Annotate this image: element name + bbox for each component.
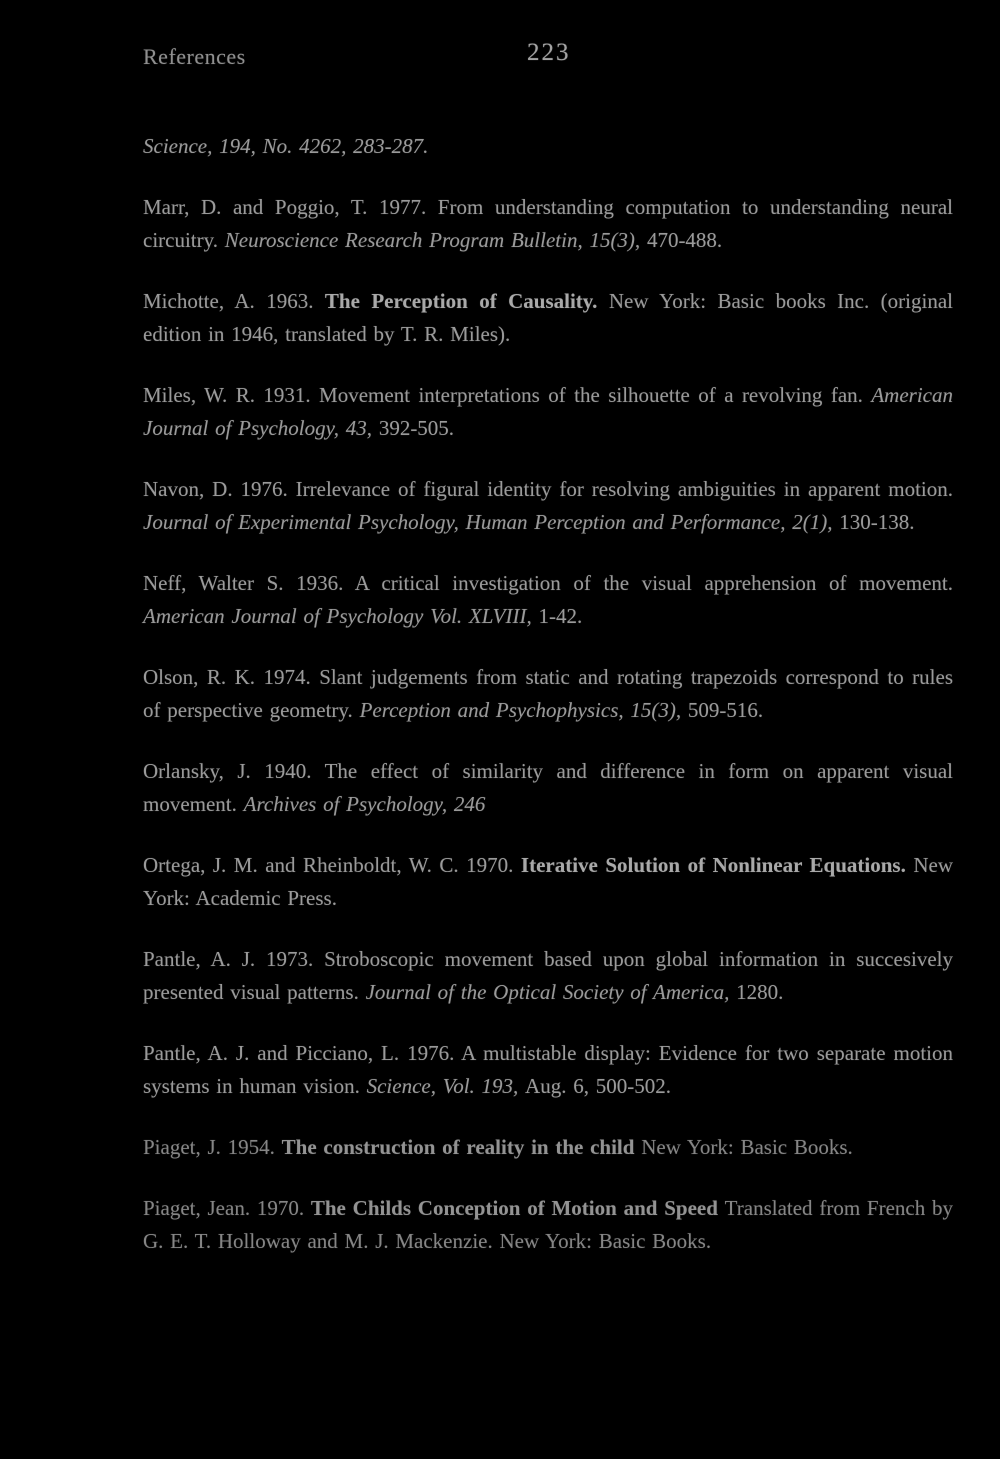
reference-segment-normal: 1280. [736,980,784,1004]
reference-segment-normal: Pantle, A. J. 1973. Stroboscopic movement based upon global information in succesively presented visual patterns. [143,947,953,1004]
reference-segment-italic: Science, 194, No. 4262, 283-287. [143,134,429,158]
reference-segment-bold: The Perception of Causality. [324,289,609,313]
reference-segment-normal: Ortega, J. M. and Rheinboldt, W. C. 1970. [143,853,521,877]
reference-segment-normal: New York: Basic books Inc. (original edition in 1946, translated by T. R. Miles). [143,289,953,346]
reference-segment-bold: The Childs Conception of Motion and Speed [310,1196,725,1220]
reference-entry [143,130,953,163]
references-list [143,130,953,1286]
reference-entry [143,849,953,915]
reference-segment-normal: Aug. 6, 500-502. [525,1074,671,1098]
reference-segment-normal: 509-516. [687,698,764,722]
reference-segment-normal: Orlansky, J. 1940. The effect of similarity and difference in form on apparent visual movement. [143,759,953,816]
reference-segment-normal: Pantle, A. J. and Picciano, L. 1976. A multistable display: Evidence for two separate motion systems in human vision. [143,1041,953,1098]
reference-entry [143,285,953,351]
reference-segment-italic: Archives of Psychology, 246 [243,792,486,816]
reference-segment-italic: Journal of the Optical Society of America, [365,980,737,1004]
reference-segment-normal: Olson, R. K. 1974. Slant judgements from static and rotating trapezoids correspond to rules of perspective geometry. [143,665,953,722]
page-number: 223 [527,39,571,66]
reference-segment-italic: Journal of Experimental Psychology, Human Perception and Performance, 2(1), [143,510,840,534]
page-header [143,39,953,74]
reference-entry [143,943,953,1009]
reference-entry [143,1037,953,1103]
reference-segment-italic: American Journal of Psychology, 43, [143,383,953,440]
reference-segment-normal: Translated from French by G. E. T. Holloway and M. J. Mackenzie. New York: Basic Books. [143,1196,954,1253]
reference-segment-bold: The construction of reality in the child [281,1135,642,1159]
reference-entry [143,755,953,821]
reference-segment-normal: New York: Basic Books. [641,1135,853,1159]
reference-entry [143,191,953,257]
reference-segment-italic: Perception and Psychophysics, 15(3), [359,698,688,722]
reference-segment-normal: Navon, D. 1976. Irrelevance of figural identity for resolving ambiguities in apparent motion. [143,477,953,501]
reference-segment-bold: Iterative Solution of Nonlinear Equations. [520,853,914,877]
reference-segment-normal: Michotte, A. 1963. [143,289,325,313]
reference-segment-italic: Science, Vol. 193, [366,1074,526,1098]
reference-segment-normal: Piaget, J. 1954. [143,1135,282,1159]
section-title: References [143,44,246,69]
reference-segment-normal: Miles, W. R. 1931. Movement interpretations of the silhouette of a revolving fan. [143,383,872,407]
reference-segment-italic: American Journal of Psychology Vol. XLVIII, [143,604,539,628]
reference-entry [143,473,953,539]
reference-segment-normal: 392-505. [378,416,455,440]
reference-entry [143,1192,953,1258]
reference-entry [143,379,953,445]
reference-segment-normal: New York: Academic Press. [143,853,953,910]
reference-segment-normal: 130-138. [839,510,915,534]
reference-segment-normal: 470-488. [646,228,723,252]
reference-segment-normal: Piaget, Jean. 1970. [143,1196,311,1220]
reference-entry [143,567,953,633]
reference-entry [143,661,953,727]
reference-segment-normal: Neff, Walter S. 1936. A critical investigation of the visual apprehension of movement. [143,571,953,595]
reference-entry [143,1131,953,1164]
reference-segment-italic: Neuroscience Research Program Bulletin, 15(3), [224,228,647,252]
reference-segment-normal: Marr, D. and Poggio, T. 1977. From understanding computation to understanding neural circuitry. [143,195,953,252]
reference-segment-normal: 1-42. [538,604,583,628]
